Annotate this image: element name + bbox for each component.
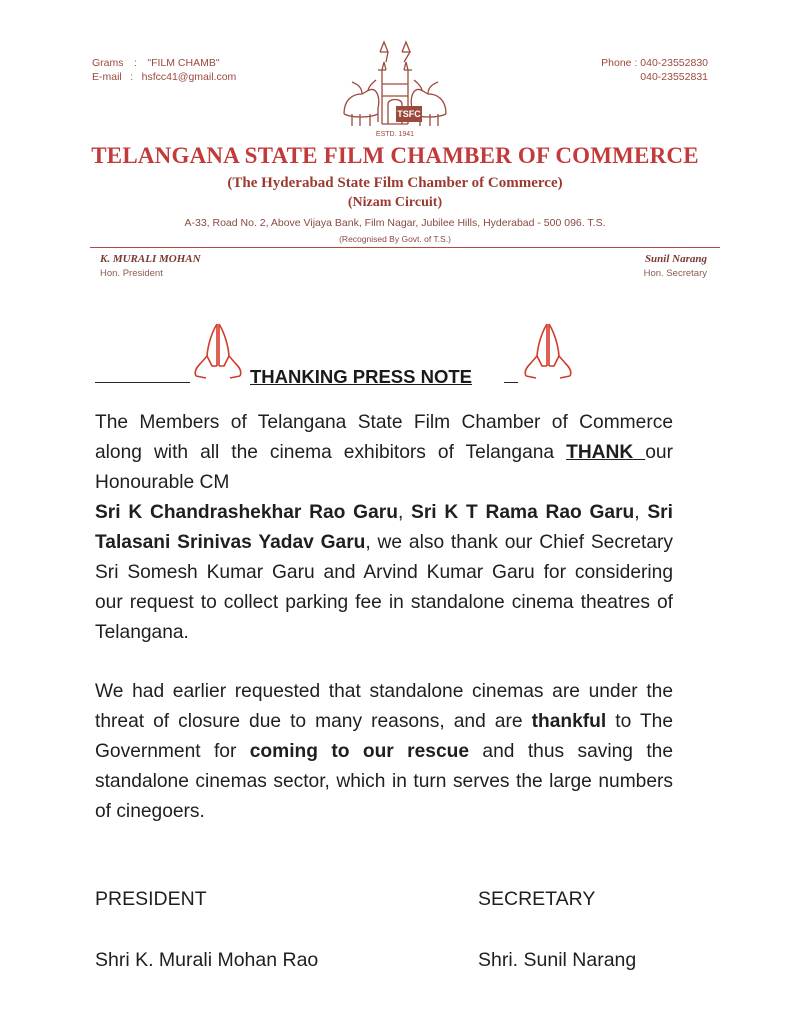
rescue-emphasis: coming to our rescue	[249, 741, 470, 762]
press-note-paragraph-2	[95, 677, 673, 827]
praying-hands-icon	[190, 320, 246, 382]
grams-label: Grams	[92, 57, 124, 69]
organization-title: TELANGANA STATE FILM CHAMBER OF COMMERCE	[91, 143, 699, 168]
tsfc-badge: TSFC	[396, 106, 422, 122]
phone-line-2	[560, 71, 708, 84]
press-note-heading: THANKING PRESS NOTE	[250, 366, 473, 387]
email-label: E-mail	[92, 71, 122, 83]
cm-name: Sri K Chandrashekhar Rao Garu	[95, 502, 398, 523]
secretary-name: Shri. Sunil Narang	[478, 949, 637, 971]
grams-line: Grams : "FILM CHAMB"	[92, 57, 220, 69]
email-line: E-mail : hsfcc41@gmail.com	[92, 71, 237, 83]
phone-line-1	[560, 57, 708, 70]
recognition-note: (Recognised By Govt. of T.S.)	[339, 234, 451, 244]
letterhead-secretary-role: Hon. Secretary	[643, 268, 707, 279]
letterhead-president-role: Hon. President	[100, 268, 163, 279]
phone-number-1: 040-23552830	[640, 57, 708, 69]
comma: ,	[397, 502, 412, 523]
thank-emphasis: THANK	[566, 442, 646, 463]
secretary-title: SECRETARY	[478, 888, 596, 910]
para1-text-1: The Members of Telangana State Film Chamber of Commerce along with all the cinema exhibitors of Telangana	[95, 412, 673, 463]
phone-label: Phone :	[601, 57, 638, 69]
letterhead-president-name: K. MURALI MOHAN	[100, 253, 201, 265]
para2-text-1: We had earlier requested that standalone cinemas are under the threat of closure due to many reasons, and are	[95, 681, 673, 732]
organization-address: A-33, Road No. 2, Above Vijaya Bank, Film Nagar, Jubilee Hills, Hyderabad - 500 096. T.S.	[184, 217, 606, 229]
letterhead-divider	[90, 247, 720, 248]
minister-talasani-name: Sri Talasani Srinivas Yadav Garu	[95, 502, 673, 553]
nizam-circuit: (Nizam Circuit)	[347, 195, 443, 210]
grams-value: "FILM CHAMB"	[147, 57, 220, 69]
praying-hands-icon	[520, 320, 576, 382]
para1-text-3: , we also thank our Chief Secretary Sri Somesh Kumar Garu and Arvind Kumar Garu for considering our request to collect parking fee in standalone cinema theatres of Telangana.	[95, 532, 673, 643]
president-title: PRESIDENT	[95, 888, 207, 910]
heading-right-rule	[504, 382, 518, 383]
email-value: hsfcc41@gmail.com	[141, 71, 237, 83]
phone-number-2: 040-23552831	[640, 71, 708, 83]
minister-ktr-name: Sri K T Rama Rao Garu	[411, 502, 635, 523]
comma: ,	[634, 502, 648, 523]
organization-subtitle: (The Hyderabad State Film Chamber of Commerce)	[227, 175, 563, 191]
charminar-emblem-logo	[338, 40, 452, 140]
thankful-emphasis: thankful	[531, 711, 607, 732]
para2-text-3: and thus saving the standalone cinemas sector, which in turn serves the large numbers of cinegoers.	[95, 741, 673, 822]
heading-left-rule	[95, 382, 190, 383]
letterhead-secretary-name: Sunil Narang	[644, 253, 707, 265]
established-year: ESTD. 1941	[375, 131, 415, 138]
para2-text-2: to The Government for	[95, 711, 674, 762]
press-note-paragraph-1	[95, 408, 673, 648]
president-name: Shri K. Murali Mohan Rao	[95, 949, 319, 971]
para1-text-2: our Honourable CM	[95, 442, 673, 493]
